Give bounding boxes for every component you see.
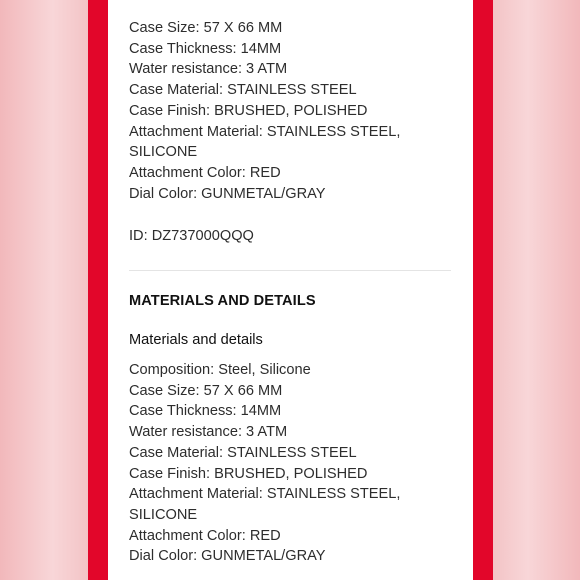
specs-list-top bbox=[129, 18, 400, 204]
spec-line: Composition: Steel, Silicone bbox=[129, 362, 311, 378]
spec-line: Case Finish: BRUSHED, POLISHED bbox=[129, 465, 368, 482]
spec-line: Water resistance: 3 ATM bbox=[129, 61, 288, 78]
spec-line: Attachment Material: STAINLESS STEEL, bbox=[129, 486, 401, 503]
specs-list-bottom bbox=[129, 360, 400, 567]
spec-line: Dial Color: GUNMETAL/GRAY bbox=[129, 185, 326, 202]
spec-line: Case Thickness: 14MM bbox=[129, 403, 282, 420]
spec-line: SILICONE bbox=[129, 506, 198, 523]
section-divider bbox=[129, 270, 451, 271]
right-red-border bbox=[473, 0, 493, 580]
spec-line: Case Finish: BRUSHED, POLISHED bbox=[129, 102, 368, 119]
spec-line: Case Material: STAINLESS STEEL bbox=[129, 444, 357, 461]
spec-line: Case Size: 57 X 66 MM bbox=[129, 20, 283, 36]
spec-line: Case Material: STAINLESS STEEL bbox=[129, 82, 357, 99]
spec-line: Dial Color: GUNMETAL/GRAY bbox=[129, 548, 326, 565]
spec-line: Attachment Color: RED bbox=[129, 164, 281, 181]
left-background bbox=[0, 0, 88, 580]
spec-line: Attachment Color: RED bbox=[129, 527, 281, 544]
spec-line: Case Thickness: 14MM bbox=[129, 40, 282, 57]
right-background bbox=[493, 0, 580, 580]
spec-line: SILICONE bbox=[129, 144, 198, 161]
product-id: ID: DZ737000QQQ bbox=[129, 228, 254, 244]
spec-line: Case Size: 57 X 66 MM bbox=[129, 382, 283, 399]
section-title[interactable]: MATERIALS AND DETAILS bbox=[129, 293, 316, 309]
details-panel bbox=[108, 0, 473, 580]
spec-line: Water resistance: 3 ATM bbox=[129, 424, 288, 441]
left-red-border bbox=[88, 0, 108, 580]
spec-line: Attachment Material: STAINLESS STEEL, bbox=[129, 123, 401, 140]
section-subheading: Materials and details bbox=[129, 332, 263, 348]
